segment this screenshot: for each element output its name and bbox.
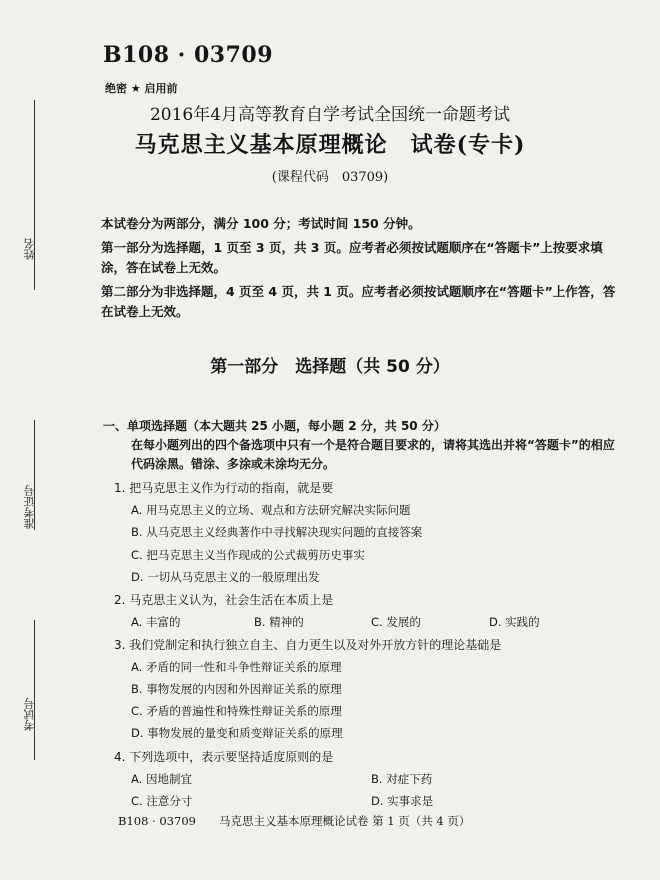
paper-code: B108 · 03709 — [103, 42, 274, 68]
question-option: A. 因地制宜 — [131, 772, 192, 786]
name-label: 姓名 — [23, 238, 36, 260]
admission-number-label: 准考证号 — [23, 485, 36, 529]
instructions — [101, 214, 621, 326]
question-option: B. 对症下药 — [371, 772, 433, 786]
question-option: B. 事物发展的内因和外因辩证关系的原理 — [131, 682, 342, 696]
instruction-line: 本试卷分为两部分，满分 100 分；考试时间 150 分钟。 — [101, 216, 421, 231]
section-description: 在每小题列出的四个备选项中只有一个是符合题目要求的，请将其选出并将“答题卡”的相应代码涂黑。错涂、多涂或未涂均无分。 — [131, 438, 615, 471]
question-stem: 1. 把马克思主义作为行动的指南，就是要 — [114, 481, 334, 495]
question-option: D. 事物发展的量变和质变辩证关系的原理 — [131, 726, 343, 740]
question-option: D. 实事求是 — [371, 794, 434, 808]
question-option: D. 实践的 — [489, 615, 540, 629]
part-title: 第一部分 选择题（共 50 分） — [210, 357, 450, 377]
exam-title: 2016年4月高等教育自学考试全国统一命题考试 — [149, 105, 511, 125]
question-stem: 3. 我们党制定和执行独立自主、自力更生以及对外开放方针的理论基础是 — [114, 638, 502, 652]
question-option: B. 精神的 — [254, 615, 304, 629]
section-title: 一、单项选择题（本大题共 25 小题，每小题 2 分，共 50 分） — [103, 419, 446, 433]
instruction-line: 第一部分为选择题，1 页至 3 页，共 3 页。应考者必须按试题顺序在“答题卡”上按要求填涂，答在试卷上无效。 — [101, 240, 603, 275]
question-option: B. 从马克思主义经典著作中寻找解决现实问题的直接答案 — [131, 525, 423, 539]
question-option: A. 丰富的 — [131, 615, 181, 629]
course-code: (课程代码 03709) — [271, 170, 389, 185]
question-stem: 4. 下列选项中，表示要坚持适度原则的是 — [114, 750, 334, 764]
question-option: A. 矛盾的同一性和斗争性辩证关系的原理 — [131, 660, 342, 674]
course-title: 马克思主义基本原理概论 试卷(专卡) — [134, 132, 526, 158]
page-footer: B108 · 03709 马克思主义基本原理概论试卷 第 1 页（共 4 页） — [118, 814, 471, 828]
exam-number-label: 考试号 — [23, 698, 36, 731]
question-option: C. 注意分寸 — [131, 794, 193, 808]
secret-mark: 绝密 ★ 启用前 — [105, 82, 178, 95]
instruction-line: 第二部分为非选择题，4 页至 4 页，共 1 页。应考者必须按试题顺序在“答题卡”上作答，答在试卷上无效。 — [101, 284, 616, 319]
question-stem: 2. 马克思主义认为，社会生活在本质上是 — [114, 593, 334, 607]
margin-line-bottom — [34, 620, 35, 760]
section-header — [103, 417, 623, 474]
question-option: D. 一切从马克思主义的一般原理出发 — [131, 570, 320, 584]
question-option: C. 把马克思主义当作现成的公式裁剪历史事实 — [131, 548, 365, 562]
question-option: C. 发展的 — [371, 615, 421, 629]
question-option: A. 用马克思主义的立场、观点和方法研究解决实际问题 — [131, 503, 411, 517]
question-option: C. 矛盾的普遍性和特殊性辩证关系的原理 — [131, 704, 342, 718]
